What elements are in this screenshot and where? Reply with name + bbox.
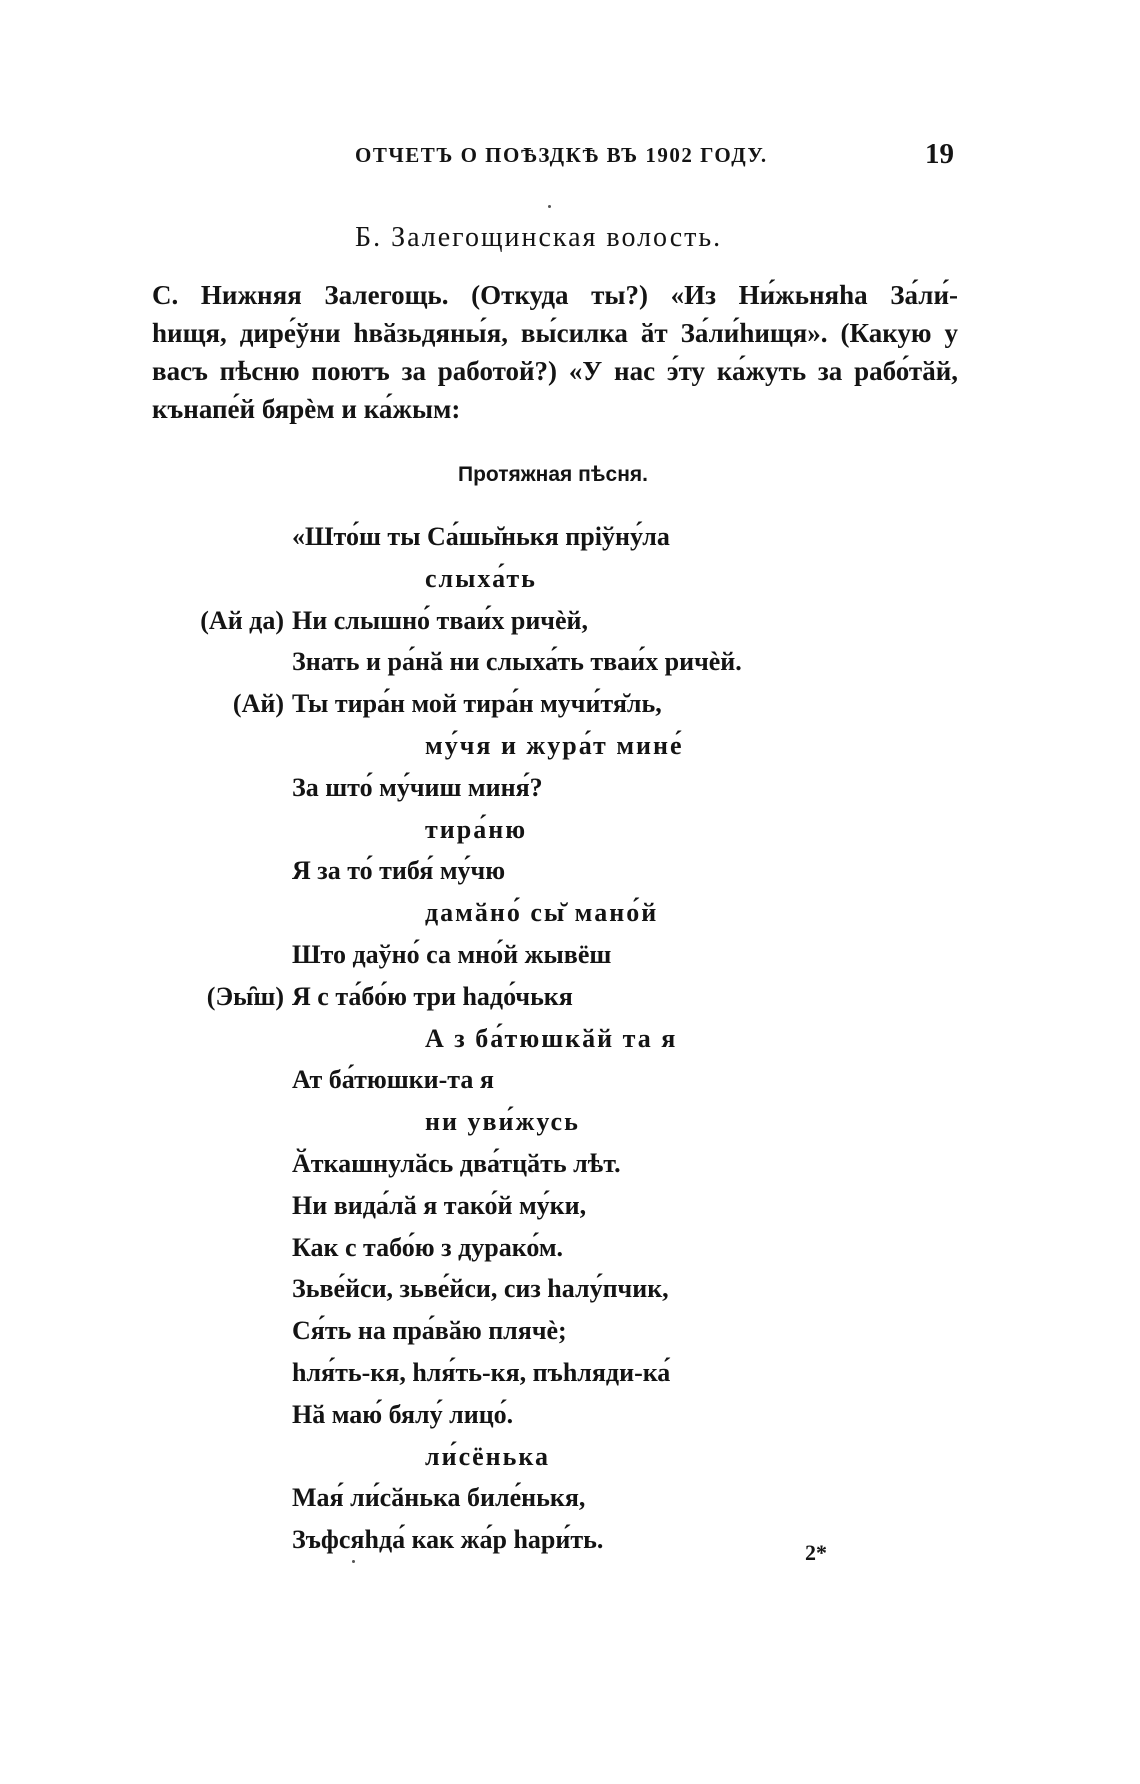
verse-line: Зьве́йси, зьве́йси, сиз һалу́пчик, bbox=[292, 1274, 669, 1303]
verse-line: Ся́ть на пра́вӑю плячѐ; bbox=[292, 1316, 567, 1345]
paragraph-line: С. Нижняя Залегощь. (Откуда ты?) «Из Ни́жьняһа За́ли́- bbox=[152, 280, 958, 310]
verse-line: «Што́ш ты Са́шы̆нькя пріўну́ла bbox=[292, 522, 670, 551]
song-title: Протяжная пѣсня. bbox=[458, 463, 648, 486]
verse-line: Зъфсяһда́ как жа́р һари́ть. bbox=[292, 1525, 604, 1554]
decorative-speck bbox=[548, 205, 551, 208]
running-title: ОТЧЕТЪ О ПОѢЗДКѢ ВЪ 1902 ГОДУ. bbox=[355, 143, 768, 167]
verse-prefix: (Эы̑ш) bbox=[206, 982, 284, 1011]
verse-refrain-line: ни уви́жусь bbox=[425, 1107, 580, 1136]
verse-line: Я с та́бо́ю три һадо́чькя bbox=[292, 982, 573, 1011]
verse-line: һля́ть-кя, һля́ть-кя, пъһляди-ка́ bbox=[292, 1358, 671, 1387]
verse-refrain-line: му́чя и жура́т мине́ bbox=[425, 731, 684, 760]
intro-paragraph bbox=[152, 276, 958, 428]
verse-refrain-line: дамӑно́ сы̆ мано́й bbox=[425, 898, 659, 927]
section-title: Б. Залегощинская волость. bbox=[355, 222, 723, 253]
verse-line: Ӑткашнулӑсь два́тцӑть лѣт. bbox=[292, 1149, 621, 1178]
verse-line: Ни вида́лӑ я тако́й му́ки, bbox=[292, 1191, 587, 1220]
verse-line: Знать и ра́нӑ ни слыха́ть тваи́х ричѐй. bbox=[292, 647, 742, 676]
verse-line: Ты тира́н мой тира́н мучи́тя̆ль, bbox=[292, 689, 662, 718]
verse-prefix: (Ай да) bbox=[200, 606, 284, 635]
paragraph-line: кънапе́й бярѐм и ка́жым: bbox=[152, 394, 461, 424]
page-number: 19 bbox=[925, 138, 954, 170]
verse-line: За што́ му́чиш миня́? bbox=[292, 773, 543, 802]
paragraph-line: һищя, дире́ўни һвӑзьдяны́я, вы́силка ӑт За́ли́һищя». (Какую у bbox=[152, 318, 958, 348]
verse-refrain-line: слыха́ть bbox=[425, 564, 537, 593]
verse-line: Как с табо́ю з дурако́м. bbox=[292, 1233, 564, 1262]
verse-line: Ат ба́тюшки-та я bbox=[292, 1065, 494, 1094]
decorative-speck bbox=[352, 1560, 355, 1563]
verse-line: Што даўно́ са мно́й жывёш bbox=[292, 940, 612, 969]
verse-refrain-line: ли́сёнька bbox=[425, 1442, 550, 1471]
verse-line: Ни слышно́ тваи́х ричѐй, bbox=[292, 606, 588, 635]
verse-line: Нӑ маю́ бялу́ лицо́. bbox=[292, 1400, 514, 1429]
paragraph-line: васъ пѣсню поютъ за работой?) «У нас э́ту ка́жуть за рабо́тӑй, bbox=[152, 356, 958, 386]
signature-mark: 2* bbox=[805, 1540, 827, 1565]
verse-prefix: (Ай) bbox=[232, 689, 284, 718]
verse-refrain-line: тира́ню bbox=[425, 815, 528, 844]
verse-line: Я за то́ тибя́ му́чю bbox=[292, 856, 506, 885]
verse-refrain-line: А з ба́тюшкӑй та я bbox=[425, 1024, 678, 1053]
verse-line: Мая́ ли́сӑнька биле́нькя, bbox=[292, 1483, 586, 1512]
